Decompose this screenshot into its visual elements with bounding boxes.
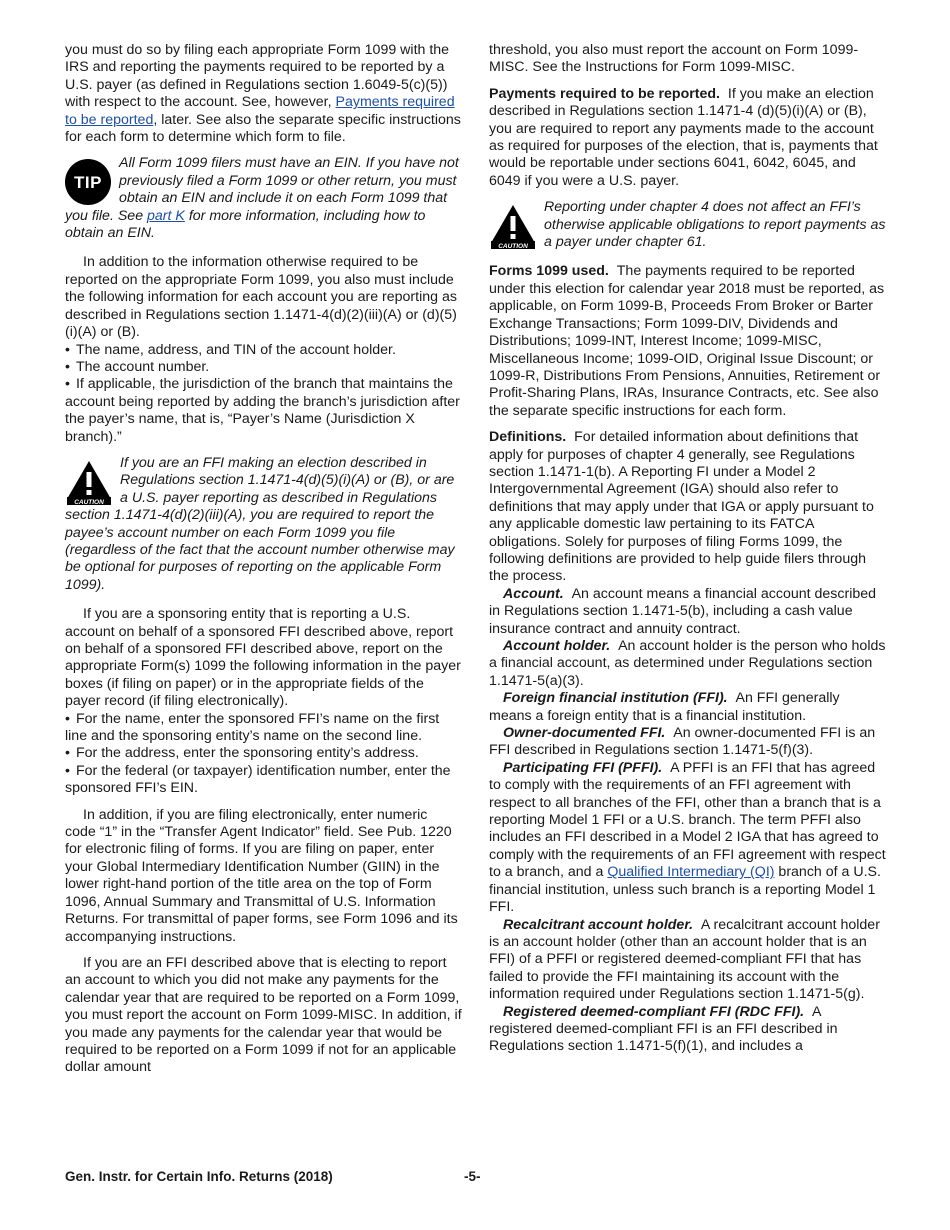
definition-item: Owner-documented FFI. An owner-documented FFI is an FFI described in Regulations section 1.1471-5(f)(3). — [489, 725, 876, 759]
caution-label: CAUTION — [74, 498, 104, 505]
tip-icon: TIP — [65, 159, 111, 205]
definition-list — [489, 586, 886, 760]
section-heading: Forms 1099 used. — [489, 263, 609, 280]
paragraph: In addition, if you are filing electronically, enter numeric code “1” in the “Transfer Agent Indicator” field. See Pub. 1220 for electronic filing of forms. If you are filing on paper, enter your Global Intermediary Identification Number (GIIN) in the lower right-hand portion of the title area on the top of Form 1096, Annual Summary and Transmittal of U.S. Information Returns. For transmittal of paper forms, see Form 1096 and its accompanying instructions. — [65, 806, 458, 945]
bullet-item: • For the name, enter the sponsored FFI’s name on the first line and the sponsoring entity’s name on the second line. — [65, 711, 462, 746]
definition-list — [489, 917, 886, 1056]
section-heading: Definitions. — [489, 429, 567, 446]
definition-item: Participating FFI (PFFI). A PFFI is an FFI that has agreed to comply with the requirements of an FFI agreement with respect to all branches of the FFI, other than a branch that is a reporting Model 1 FFI or a U.S. branch. The term PFFI also includes an FFI described in a Model 2 IGA that has agreed to comply with the requirements of an FFI agreement with respect to a branch, and a Qualified Intermediary (QI) branch of a U.S. financial institution, unless such branch is a reporting Model 1 FFI. — [489, 759, 886, 916]
bullet-item: • For the federal (or taxpayer) identification number, enter the sponsored FFI’s EIN. — [65, 763, 462, 798]
bullet-list — [65, 342, 462, 446]
paragraph: you must do so by filing each appropriate Form 1099 with the IRS and reporting the payments required to be reported by a U.S. payer (as defined in Regulations section 1.6049-5(c)(5)) with respect to the account. See, however, Payments required to be reported, later. See also the separate specific instructions for each form to determine which form to file. — [65, 42, 461, 146]
bullet-item: • The account number. — [65, 359, 462, 376]
definition-term: Account holder. — [503, 638, 611, 654]
footer-title: Gen. Instr. for Certain Info. Returns (2018) — [65, 1169, 333, 1184]
definition-term: Recalcitrant account holder. — [503, 916, 694, 933]
bullet-item: • For the address, enter the sponsoring entity’s address. — [65, 745, 462, 762]
payments-section: Payments required to be reported. If you make an election described in Regulations section 1.1471-4 (d)(5)(i)(A) or (B), you are required to report any payments made to the account as required for purposes of the election, that is, payments that would be reportable under sections 6041, 6042, 6045, and 6049 if you were a U.S. payer. — [489, 85, 878, 189]
bullet-item: • The name, address, and TIN of the account holder. — [65, 342, 462, 359]
definition-item: Account holder. An account holder is the person who holds a financial account, as determined under Regulations section 1.1471-5(a)(3). — [489, 638, 886, 689]
definition-term: Registered deemed-compliant FFI (RDC FFI). — [503, 1003, 805, 1020]
paragraph: threshold, you also must report the account on Form 1099-MISC. See the Instructions for Form 1099-MISC. — [489, 42, 859, 76]
definition-item: Foreign financial institution (FFI). An FFI generally means a foreign entity that is a financial institution. — [489, 690, 840, 724]
caution-note: CAUTION If you are an FFI making an election described in Regulations section 1.1471-4(d)(5)(i)(A) or (B), or are a U.S. payer reporting as described in Regulations section 1.1471-4(d)(2)(iii)(A), you are required to report the payee’s account number on each Form 1099 you file (regardless of the fact that the account number otherwise may be optional for purposes of reporting on the applicable Form 1099). — [65, 454, 455, 593]
definition-term: Foreign financial institution (FFI). — [503, 690, 728, 707]
payments-required-link[interactable]: Payments required to be reported — [65, 94, 455, 128]
part-k-link[interactable]: part K — [147, 207, 185, 224]
page-number: -5- — [464, 1169, 481, 1184]
definition-term: Participating FFI (PFFI). — [503, 759, 663, 776]
caution-note: CAUTION Reporting under chapter 4 does not affect an FFI’s otherwise applicable obligations to report payments as a payer under chapter 61. — [489, 199, 886, 251]
section-heading: Payments required to be reported. — [489, 85, 720, 102]
paragraph: In addition to the information otherwise required to be reported on the appropriate Form 1099, you also must include the following information for each account you are reporting as described in Regulations section 1.1471-4(d)(2)(iii)(A) or (d)(5)(i)(A) or (B). — [65, 254, 457, 341]
paragraph: If you are a sponsoring entity that is reporting a U.S. account on behalf of a sponsored FFI described above, report on behalf of a sponsored FFI described above, report on the appropriate Form(s) 1099 the following information in the payer boxes (if filing on paper) or in the appropriate fields of the payer record (if filing electronically). — [65, 606, 461, 710]
definition-item: Recalcitrant account holder. A recalcitrant account holder is an account holder (other than an account holder that is an FFI) of a PFFI or registered deemed-compliant FFI that has failed to provide the FFI maintaining its account with the information required under Regulations section 1.1471-5(g). — [489, 916, 880, 1003]
paragraph: If you are an FFI described above that is electing to report an account to which you did not make any payments for the calendar year that are required to be reported on a Form 1099, you must report the account on Form 1099-MISC. In addition, if you made any payments for the calendar year that would be required to be reported on a Form 1099 if not for an applicable dollar amount — [65, 954, 462, 1076]
definition-item: Registered deemed-compliant FFI (RDC FFI). A registered deemed-compliant FFI is an FFI described in Regulations section 1.1471-5(f)(1), and includes a — [489, 1003, 838, 1055]
definition-term: Account. — [503, 585, 564, 602]
definition-item: Account. An account means a financial account described in Regulations section 1.1471-5(b), including a cash value insurance contract and annuity contract. — [489, 585, 877, 637]
bullet-item: • If applicable, the jurisdiction of the branch that maintains the account being reported by adding the branch’s jurisdiction after the payer’s name, that is, “Payer’s Name (Jurisdiction X branch).” — [65, 376, 462, 446]
forms-section: Forms 1099 used. The payments required to be reported under this election for calendar year 2018 must be reported, as applicable, on Form 1099-B, Proceeds From Broker or Barter Exchange Transactions; Form 1099-DIV, Dividends and Distributions; 1099-INT, Interest Income; 1099-MISC, Miscellaneous Income; 1099-OID, Original Issue Discount; or 1099-R, Distributions From Pensions, Annuities, Retirement or Profit-Sharing Plans, IRAs, Insurance Contracts, etc. See also the separate specific instructions for each form. — [489, 263, 885, 419]
bullet-list — [65, 711, 462, 798]
tip-note: TIP All Form 1099 filers must have an EIN. If you have not previously filed a Form 1099 or other return, you must obtain an EIN and include it on each Form 1099 that you file. See part K for more information, including how to obtain an EIN. — [65, 155, 459, 242]
qualified-intermediary-link[interactable]: Qualified Intermediary (QI) — [607, 864, 775, 881]
right-column — [489, 42, 886, 1056]
caution-label: CAUTION — [498, 243, 528, 250]
definition-term: Owner-documented FFI. — [503, 725, 666, 742]
definitions-section: Definitions. For detailed information about definitions that apply for purposes of chapter 4 generally, see Regulations section 1.1471-1(b). A Reporting FI under a Model 2 Intergovernmental Agreement (IGA) should also refer to definitions that may apply under that IGA or apply pursuant to any applicable domestic law pertaining to its FATCA obligations. Solely for purposes of filing Forms 1099, the following definitions are provided to help guide filers through the process. — [489, 429, 874, 585]
left-column — [65, 42, 462, 1086]
caution-icon — [489, 203, 537, 249]
caution-icon — [65, 459, 113, 505]
